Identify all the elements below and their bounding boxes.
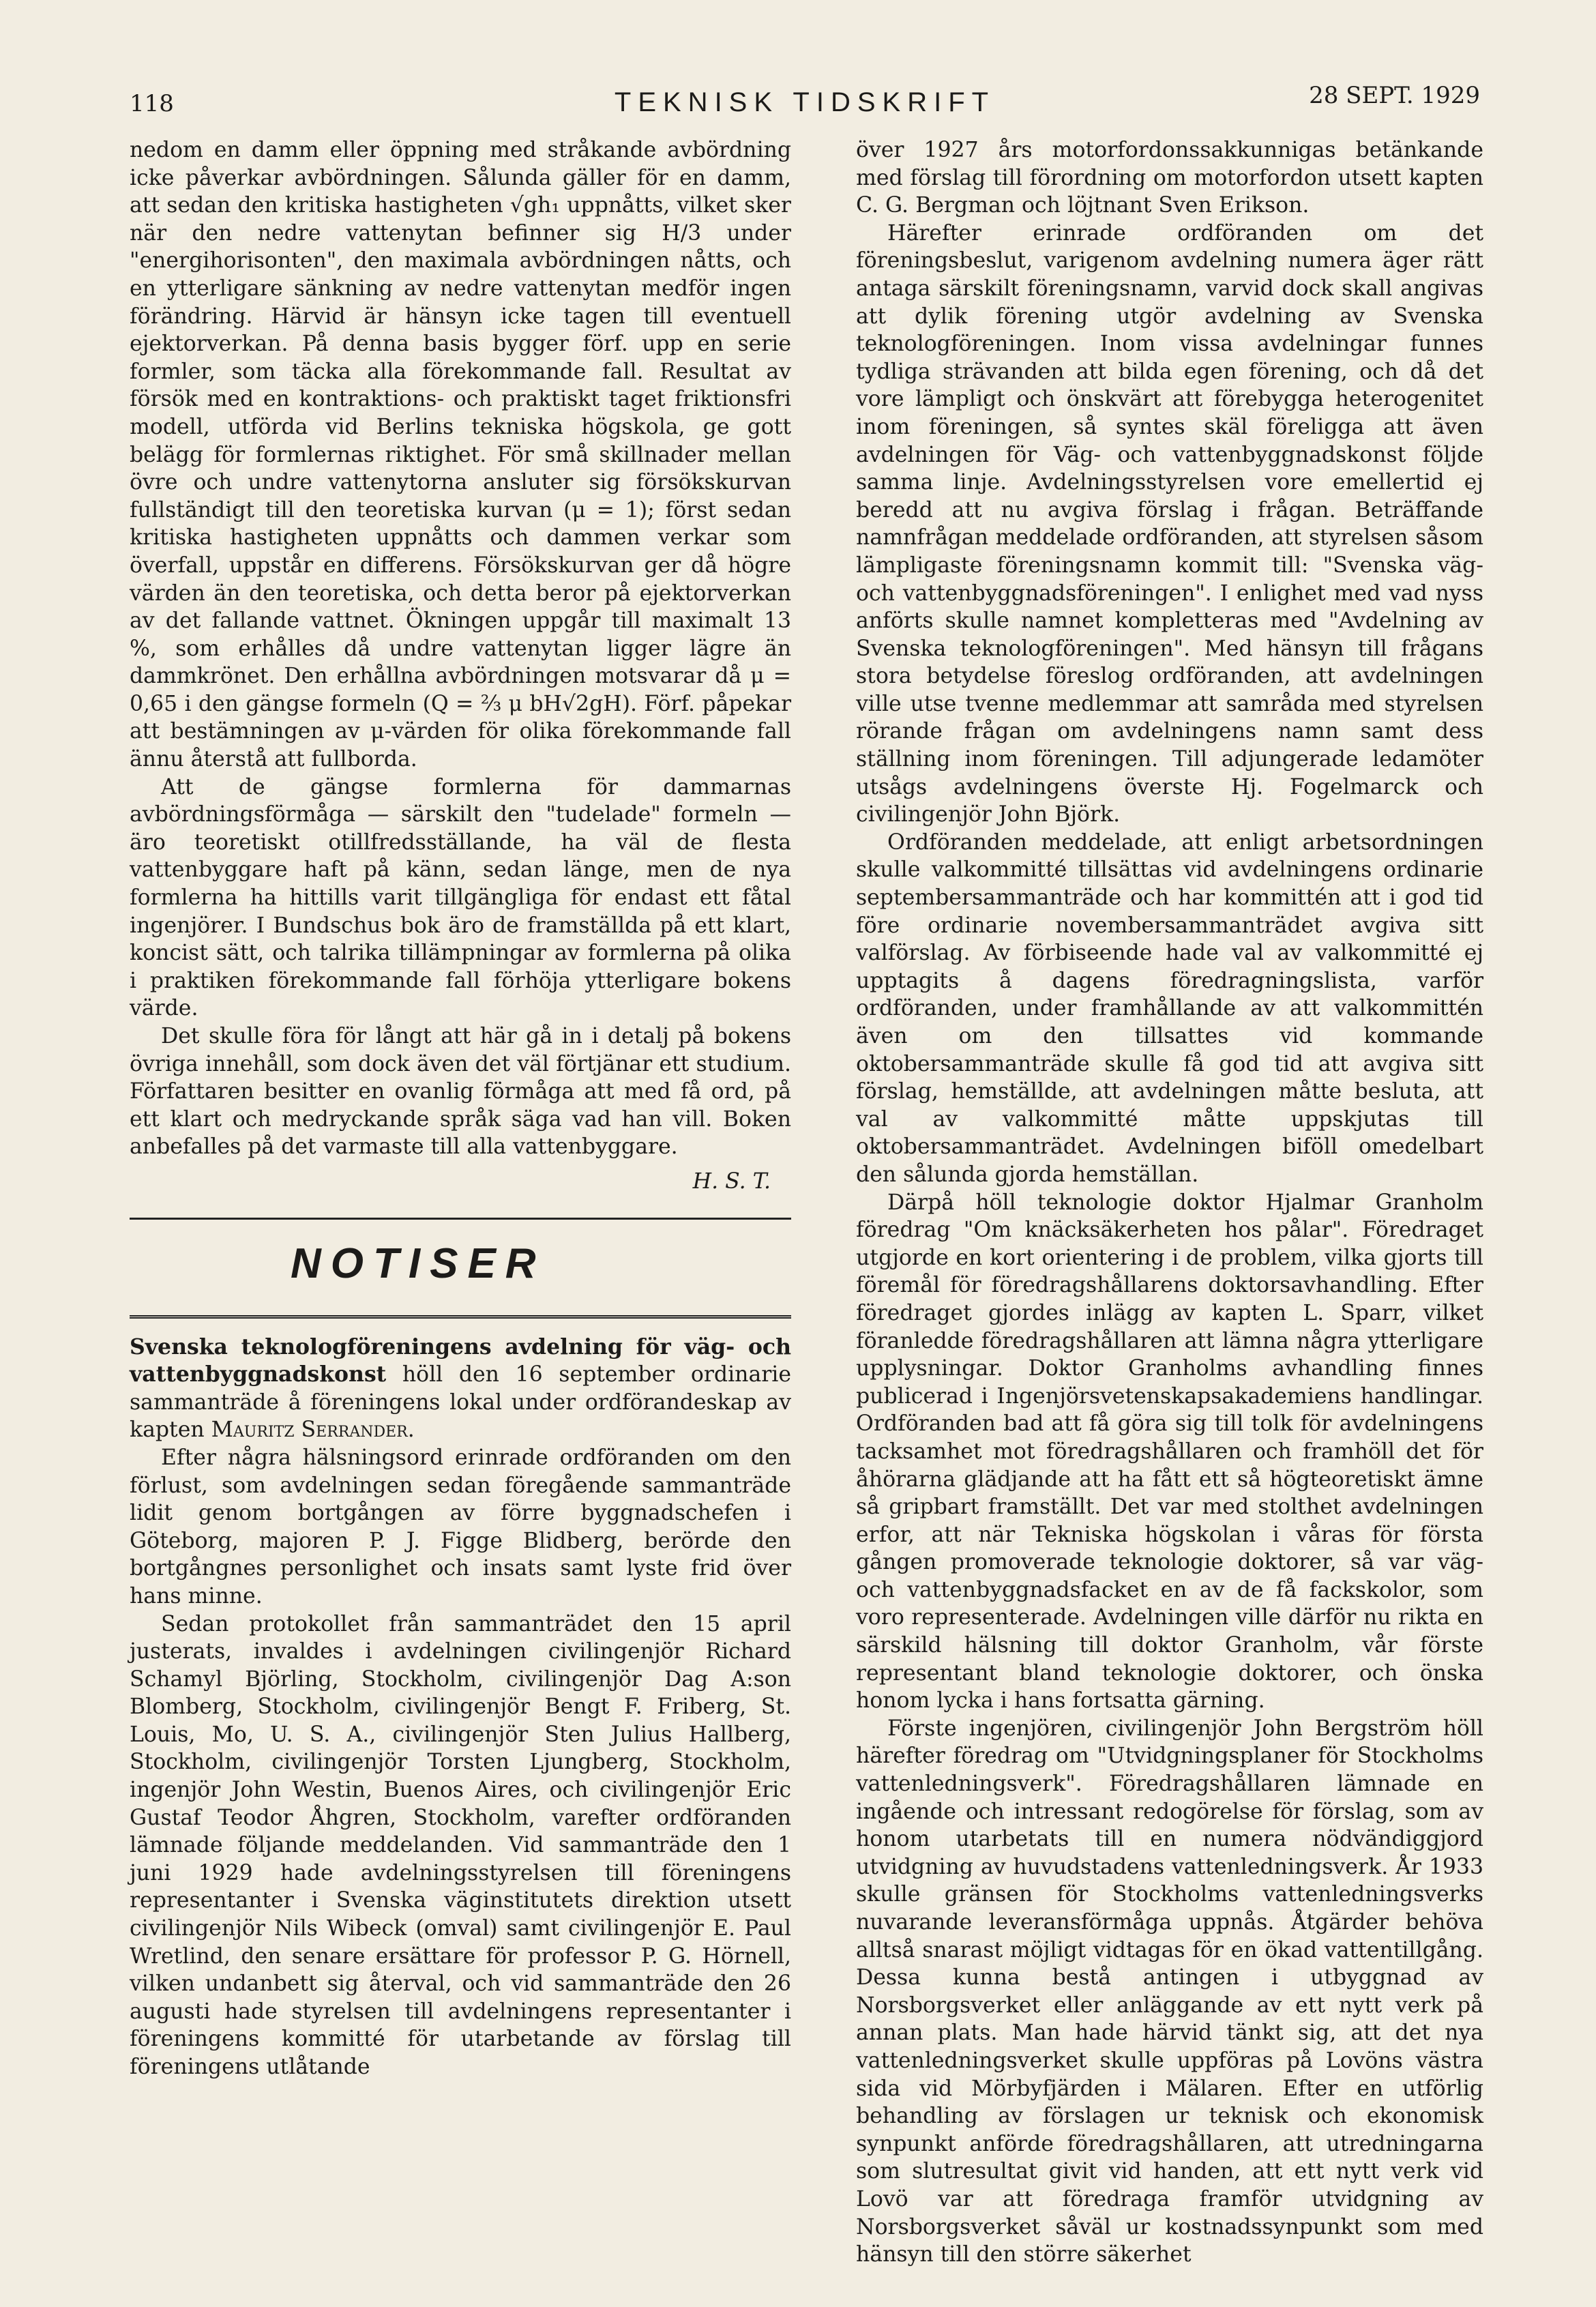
review-paragraph-1: nedom en damm eller öppning med stråkande avbördning icke påverkar avbördningen. Sålunda gäller för en damm, att sedan den kritiska hastigheten √gh₁ uppnåtts, vilket sker när den nedre vattenytan befinner sig H/3 under "energihorisonten", den maximala avbördningen nåtts, och en ytterligare sänkning av nedre vattenytan medför ingen förändring. Härvid är hänsyn icke tagen till eventuell ejektorverkan. På denna basis bygger förf. upp en serie formler, som täcka alla förekommande fall. Resultat av försök med en kontraktions- och praktiskt taget friktionsfri modell, utförda vid Berlins tekniska högskola, ge gott belägg för formlernas riktighet. För små skillnader mellan övre och undre vattenytorna ansluter sig försökskurvan fullständigt till den teoretiska kurvan (μ = 1); först sedan kritiska hastigheten uppnåtts och dammen verkar som överfall, uppstår en differens. Försökskurvan ger då högre värden än den teoretiska, och detta beror på ejektorverkan av det fallande vattnet. Ökningen uppgår till maximalt 13 %, som erhålles då undre vattenytan ligger lägre än dammkrönet. Den erhållna avbördningen motsvarar då μ = 0,65 i den gängse formeln (Q = ⅔ μ bH√2gH). Förf. påpekar att bestämningen av μ-värden för olika förekommande fall ännu återstå att fullborda. xyxy=(130,138,791,772)
left-column xyxy=(130,136,791,2081)
notice-paragraph-1 xyxy=(130,1334,791,1444)
section-title: NOTISER xyxy=(291,1239,546,1287)
journal-title: TEKNISK TIDSKRIFT xyxy=(614,87,996,117)
right-paragraph-3: Ordföranden meddelade, att enligt arbetsordningen skulle valkommitté tillsättas vid avdelningens ordinarie septembersammanträde och har kommittén att i god tid före ordinarie novembersammanträdet avgiva sitt valförslag. Av förbiseende hade val av valkommitté ej upptagits å dagens föredragningslista, varför ordföranden, under framhållande av att valkommittén även om den tillsattes vid kommande oktobersammanträde skulle få god tid att avgiva sitt förslag, hemställde, att avdelningen måtte besluta, att val av valkommitté måtte uppskjutas till oktobersammanträdet. Avdelningen biföll omedelbart den sålunda gjorda hemställan. xyxy=(856,829,1483,1187)
notice-paragraph-2: Efter några hälsningsord erinrade ordföranden om den förlust, som avdelningen sedan föregående sammanträde lidit genom bortgången av förre byggnadschefen i Göteborg, majoren P. J. Figge Blidberg, berörde den bortgångnes personlighet och insats samt lyste frid över hans minne. xyxy=(130,1445,791,1608)
notice-heading: Svenska teknologföreningens avdelning för väg- och vattenbyggnadskonst xyxy=(130,1334,791,1387)
issue-date: 28 SEPT. 1929 xyxy=(1309,82,1480,109)
review-signature: H. S. T. xyxy=(692,1169,771,1194)
notice-period: . xyxy=(407,1417,415,1443)
review-paragraph-2: Att de gängse formlerna för dammarnas avbördningsförmåga — särskilt den "tudelade" formeln — äro teoretiskt otillfredsställande, ha väl de flesta vattenbyggare haft på känn, sedan länge, men de nya formlerna ha hittills varit tillgängliga för endast ett fåtal ingenjörer. I Bundschus bok äro de framställda på ett klart, koncist sätt, och talrika tillämpningar av formlerna på olika i praktiken förekommande fall förhöja ytterligare bokens värde. xyxy=(130,774,791,1021)
page-header xyxy=(130,82,1480,123)
right-column xyxy=(856,136,1483,2269)
section-rule-bottom xyxy=(130,1315,791,1319)
right-paragraph-2: Härefter erinrade ordföranden om det föreningsbeslut, varigenom avdelning numera äger rätt antaga särskilt föreningsnamn, varvid dock skall angivas att dylik förening utgör avdelning av Svenska teknologföreningen. Inom vissa avdelningar funnes tydliga strävanden att bilda egen förening, och då det vore lämpligt och önskvärt att förebygga heterogenitet inom föreningen, så syntes skäl föreligga att även avdelningen för Väg- och vattenbyggnadskonst följde samma linje. Avdelningsstyrelsen vore emellertid ej beredd att nu avgiva förslag i frågan. Beträffande namnfrågan meddelade ordföranden, att styrelsen såsom lämpligaste föreningsnamn kommit till: "Svenska väg- och vattenbyggnadsföreningen". I enlighet med vad nyss anförts skulle namnet kompletteras med "Avdelning av Svenska teknologföreningen". Med hänsyn till frågans stora betydelse föreslog ordföranden, att avdelningen ville utse tvenne medlemmar att samråda med styrelsen rörande frågan om avdelningens namn samt dess ställning inom föreningen. Till adjungerade ledamöter utsågs avdelningens överste Hj. Fogelmarck och civilingenjör John Björk. xyxy=(856,220,1483,827)
review-paragraph-3: Det skulle föra för långt att här gå in i detalj på bokens övriga innehåll, som dock även det väl förtjänar ett studium. Författaren besitter en ovanlig förmåga att med få ord, på ett klart och medryckande språk säga vad han vill. Boken anbefalles på det varmaste till alla vattenbyggare. xyxy=(130,1024,791,1160)
right-paragraph-1: över 1927 års motorfordonssakkunnigas betänkande med förslag till förordning om motorfordon utsett kapten C. G. Bergman och löjtnant Sven Erikson. xyxy=(856,138,1483,218)
page-number: 118 xyxy=(130,90,174,117)
notice-paragraph-3: Sedan protokollet från sammanträdet den 15 april justerats, invaldes i avdelningen civilingenjör Richard Schamyl Björling, Stockholm, civilingenjör Dag A:son Blomberg, Stockholm, civilingenjör Bengt F. Friberg, St. Louis, Mo, U. S. A., civilingenjör Sten Julius Hallberg, Stockholm, civilingenjör Torsten Ljungberg, Stockholm, ingenjör John Westin, Buenos Aires, och civilingenjör Eric Gustaf Teodor Åhgren, Stockholm, varefter ordföranden lämnade följande meddelanden. Vid sammanträde den 1 juni 1929 hade avdelningsstyrelsen till föreningens representanter i Svenska väginstitutets direktion utsett civilingenjör Nils Wibeck (omval) samt civilingenjör E. Paul Wretlind, den senare ersättare för professor P. G. Hörnell, vilken undanbett sig återval, och vid sammanträde den 26 augusti hade styrelsen till avdelningens representanter i föreningens kommitté för utarbetande av förslag till föreningens utlåtande xyxy=(130,1611,791,2079)
notice-chair-name: Mauritz Serrander xyxy=(211,1417,408,1443)
right-paragraph-4: Därpå höll teknologie doktor Hjalmar Granholm föredrag "Om knäcksäkerheten hos pålar". Föredraget utgjorde en kort orientering i de problem, vilka gjorts till föremål för föredragshållarens doktorsavhandling. Efter föredraget gjordes inlägg av kapten L. Sparr, vilket föranledde föredragshållaren att lämna några ytterligare upplysningar. Doktor Granholms avhandling finnes publicerad i Ingenjörsvetenskapsakademiens handlingar. Ordföranden bad att få göra sig till tolk för avdelningens tacksamhet mot föredragshållaren och framhöll det för åhörarna glädjande att ha fått ett så högteoretiskt ämne så gripbart framställt. Det var med stolthet avdelningen erfor, att när Tekniska högskolan i våras för första gången promoverade teknologie doktorer, så var väg- och vattenbyggnadsfacket en av de få fackskolor, som voro representerade. Avdelningen ville därför nu rikta en särskild hälsning till doktor Granholm, vår förste representant bland teknologie doktorer, och önska honom lycka i hans fortsatta gärning. xyxy=(856,1190,1483,1714)
right-paragraph-5: Förste ingenjören, civilingenjör John Bergström höll härefter föredrag om "Utvidgningsplaner för Stockholms vattenledningsverk". Föredragshållaren lämnade en ingående och intressant redogörelse för förslag, som av honom utarbetats till en numera nödvändiggjord utvidgning av huvudstadens vattenledningsverk. År 1933 skulle gränsen för Stockholms vattenledningsverks nuvarande leveransförmåga uppnås. Åtgärder behöva alltså snarast möjligt vidtagas för en ökad vattentillgång. Dessa kunna bestå antingen i utbyggnad av Norsborgsverket eller anläggande av ett nytt verk på annan plats. Man hade härvid tänkt sig, att det nya vattenledningsverket skulle uppföras på Lovöns västra sida vid Mörbyfjärden i Mälaren. Efter en utförlig behandling av förslagen ur teknisk och ekonomisk synpunkt anförde föredragshållaren, att utredningarna som slutresultat givit vid handen, att ett nytt verk vid Lovö var att föredraga framför utvidgning av Norsborgsverket såväl ur kostnadssynpunkt som med hänsyn till den större säkerhet xyxy=(856,1716,1483,2267)
notice-text: höll den 16 september ordinarie sammanträde å föreningens lokal under ordförandeskap av kapten xyxy=(130,1362,791,1443)
